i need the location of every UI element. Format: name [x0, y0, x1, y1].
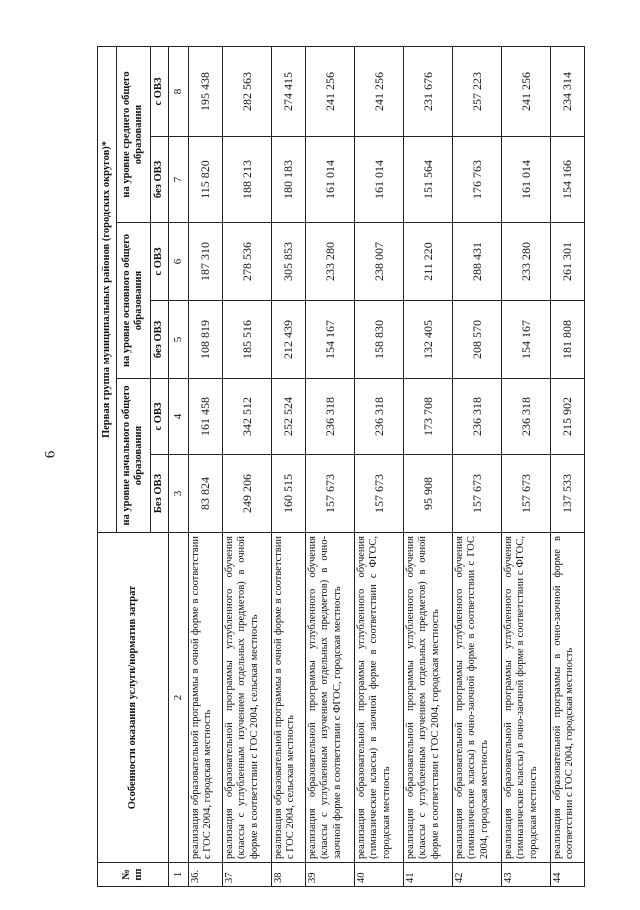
value-cell: 154 167 [305, 301, 354, 379]
value-cell: 257 223 [452, 47, 501, 137]
header-sub: без ОВЗ [150, 301, 169, 379]
row-number: 36. [189, 863, 223, 887]
row-number: 37 [222, 863, 271, 887]
table-row [222, 47, 271, 887]
column-index: 8 [169, 47, 189, 137]
value-cell: 212 439 [271, 301, 305, 379]
value-cell: 305 853 [271, 223, 305, 301]
value-cell: 288 431 [452, 223, 501, 301]
value-cell: 176 763 [452, 137, 501, 223]
value-cell: 154 166 [551, 137, 585, 223]
value-cell: 252 524 [271, 379, 305, 455]
header-level-basic: на уровне основного общего образования [116, 223, 150, 379]
value-cell: 236 318 [354, 379, 403, 455]
row-description: реализация образовательной программы в очно-заочной форме в соответствии с ГОС 2004, городская местность [551, 533, 585, 863]
header-sub: с ОВЗ [150, 47, 169, 137]
value-cell: 154 167 [501, 301, 550, 379]
row-description: реализация образовательной программы в очной форме в соответствии с ГОС 2004, сельская местность [271, 533, 305, 863]
cost-norms-table [97, 46, 585, 887]
value-cell: 208 570 [452, 301, 501, 379]
value-cell: 157 673 [305, 455, 354, 533]
value-cell: 181 808 [551, 301, 585, 379]
value-cell: 95 908 [403, 455, 452, 533]
column-index: 6 [169, 223, 189, 301]
table-row [189, 47, 223, 887]
row-description: реализация образовательной программы углубленного обучения (классы с углубленным изучением отдельных предметов) в очной форме в соответствии с ГОС 2004, сельская местность [222, 533, 271, 863]
row-number: 39 [305, 863, 354, 887]
table-row [551, 47, 585, 887]
value-cell: 188 213 [222, 137, 271, 223]
value-cell: 157 673 [452, 455, 501, 533]
value-cell: 157 673 [354, 455, 403, 533]
header-level-primary: на уровне начального общего образования [116, 379, 150, 533]
value-cell: 234 314 [551, 47, 585, 137]
row-number: 42 [452, 863, 501, 887]
table-row [452, 47, 501, 887]
value-cell: 342 512 [222, 379, 271, 455]
row-number: 44 [551, 863, 585, 887]
value-cell: 233 280 [305, 223, 354, 301]
row-number: 43 [501, 863, 550, 887]
value-cell: 236 318 [452, 379, 501, 455]
value-cell: 233 280 [501, 223, 550, 301]
row-number: 41 [403, 863, 452, 887]
value-cell: 282 563 [222, 47, 271, 137]
value-cell: 241 256 [305, 47, 354, 137]
row-description: реализация образовательной программы углубленного обучения (гимназические классы) в очно-заочной форме в соответствии с ГОС 2004, городская местность [452, 533, 501, 863]
value-cell: 249 206 [222, 455, 271, 533]
value-cell: 215 902 [551, 379, 585, 455]
value-cell: 137 533 [551, 455, 585, 533]
value-cell: 157 673 [501, 455, 550, 533]
header-number: № пп [98, 863, 169, 887]
value-cell: 161 014 [354, 137, 403, 223]
page-number: 6 [42, 450, 59, 459]
header-sub: с ОВЗ [150, 379, 169, 455]
column-index: 1 [169, 863, 189, 887]
table-row [305, 47, 354, 887]
value-cell: 231 676 [403, 47, 452, 137]
column-index: 7 [169, 137, 189, 223]
value-cell: 236 318 [305, 379, 354, 455]
row-description: реализация образовательной программы углубленного обучения (классы с углубленным изучением отдельных предметов) в очной форме в соответствии с ГОС 2004, городская местность [403, 533, 452, 863]
value-cell: 161 014 [305, 137, 354, 223]
value-cell: 187 310 [189, 223, 223, 301]
value-cell: 278 536 [222, 223, 271, 301]
row-number: 40 [354, 863, 403, 887]
value-cell: 160 515 [271, 455, 305, 533]
value-cell: 185 516 [222, 301, 271, 379]
value-cell: 161 014 [501, 137, 550, 223]
rotated-page-content [97, 47, 585, 887]
header-sub: без ОВЗ [150, 137, 169, 223]
column-index: 4 [169, 379, 189, 455]
value-cell: 151 564 [403, 137, 452, 223]
header-description: Особенности оказания услуги/норматив затрат [98, 533, 169, 863]
value-cell: 195 438 [189, 47, 223, 137]
value-cell: 241 256 [354, 47, 403, 137]
header-group: Первая группа муниципальных районов (городских округов)* [98, 47, 117, 533]
value-cell: 115 820 [189, 137, 223, 223]
column-index: 5 [169, 301, 189, 379]
value-cell: 132 405 [403, 301, 452, 379]
table-row [271, 47, 305, 887]
value-cell: 236 318 [501, 379, 550, 455]
table-row [403, 47, 452, 887]
value-cell: 274 415 [271, 47, 305, 137]
value-cell: 261 301 [551, 223, 585, 301]
value-cell: 108 819 [189, 301, 223, 379]
row-number: 38 [271, 863, 305, 887]
row-description: реализация образовательной программы углубленного обучения (гимназические классы) в заочной форме в соответствии с ФГОС, городская местность [354, 533, 403, 863]
header-sub: Без ОВЗ [150, 455, 169, 533]
header-sub: с ОВЗ [150, 223, 169, 301]
value-cell: 180 183 [271, 137, 305, 223]
row-description: реализация образовательной программы углубленного обучения (классы с углубленным изучением отдельных предметов) в очно-заочной форме в соответствии с ФГОС, городская местность [305, 533, 354, 863]
row-description: реализация образовательной программы в очной форме в соответствии с ГОС 2004, городская местность [189, 533, 223, 863]
row-description: реализация образовательной программы углубленного обучения (гимназические классы) в очно-заочной форме в соответствии с ФГОС, городская местность [501, 533, 550, 863]
column-index: 2 [169, 533, 189, 863]
table-row [501, 47, 550, 887]
value-cell: 173 708 [403, 379, 452, 455]
value-cell: 158 830 [354, 301, 403, 379]
value-cell: 211 220 [403, 223, 452, 301]
value-cell: 238 007 [354, 223, 403, 301]
column-index: 3 [169, 455, 189, 533]
value-cell: 161 458 [189, 379, 223, 455]
value-cell: 241 256 [501, 47, 550, 137]
table-row [354, 47, 403, 887]
index-row [169, 47, 189, 887]
header-level-secondary: на уровне среднего общего образования [116, 47, 150, 223]
value-cell: 83 824 [189, 455, 223, 533]
